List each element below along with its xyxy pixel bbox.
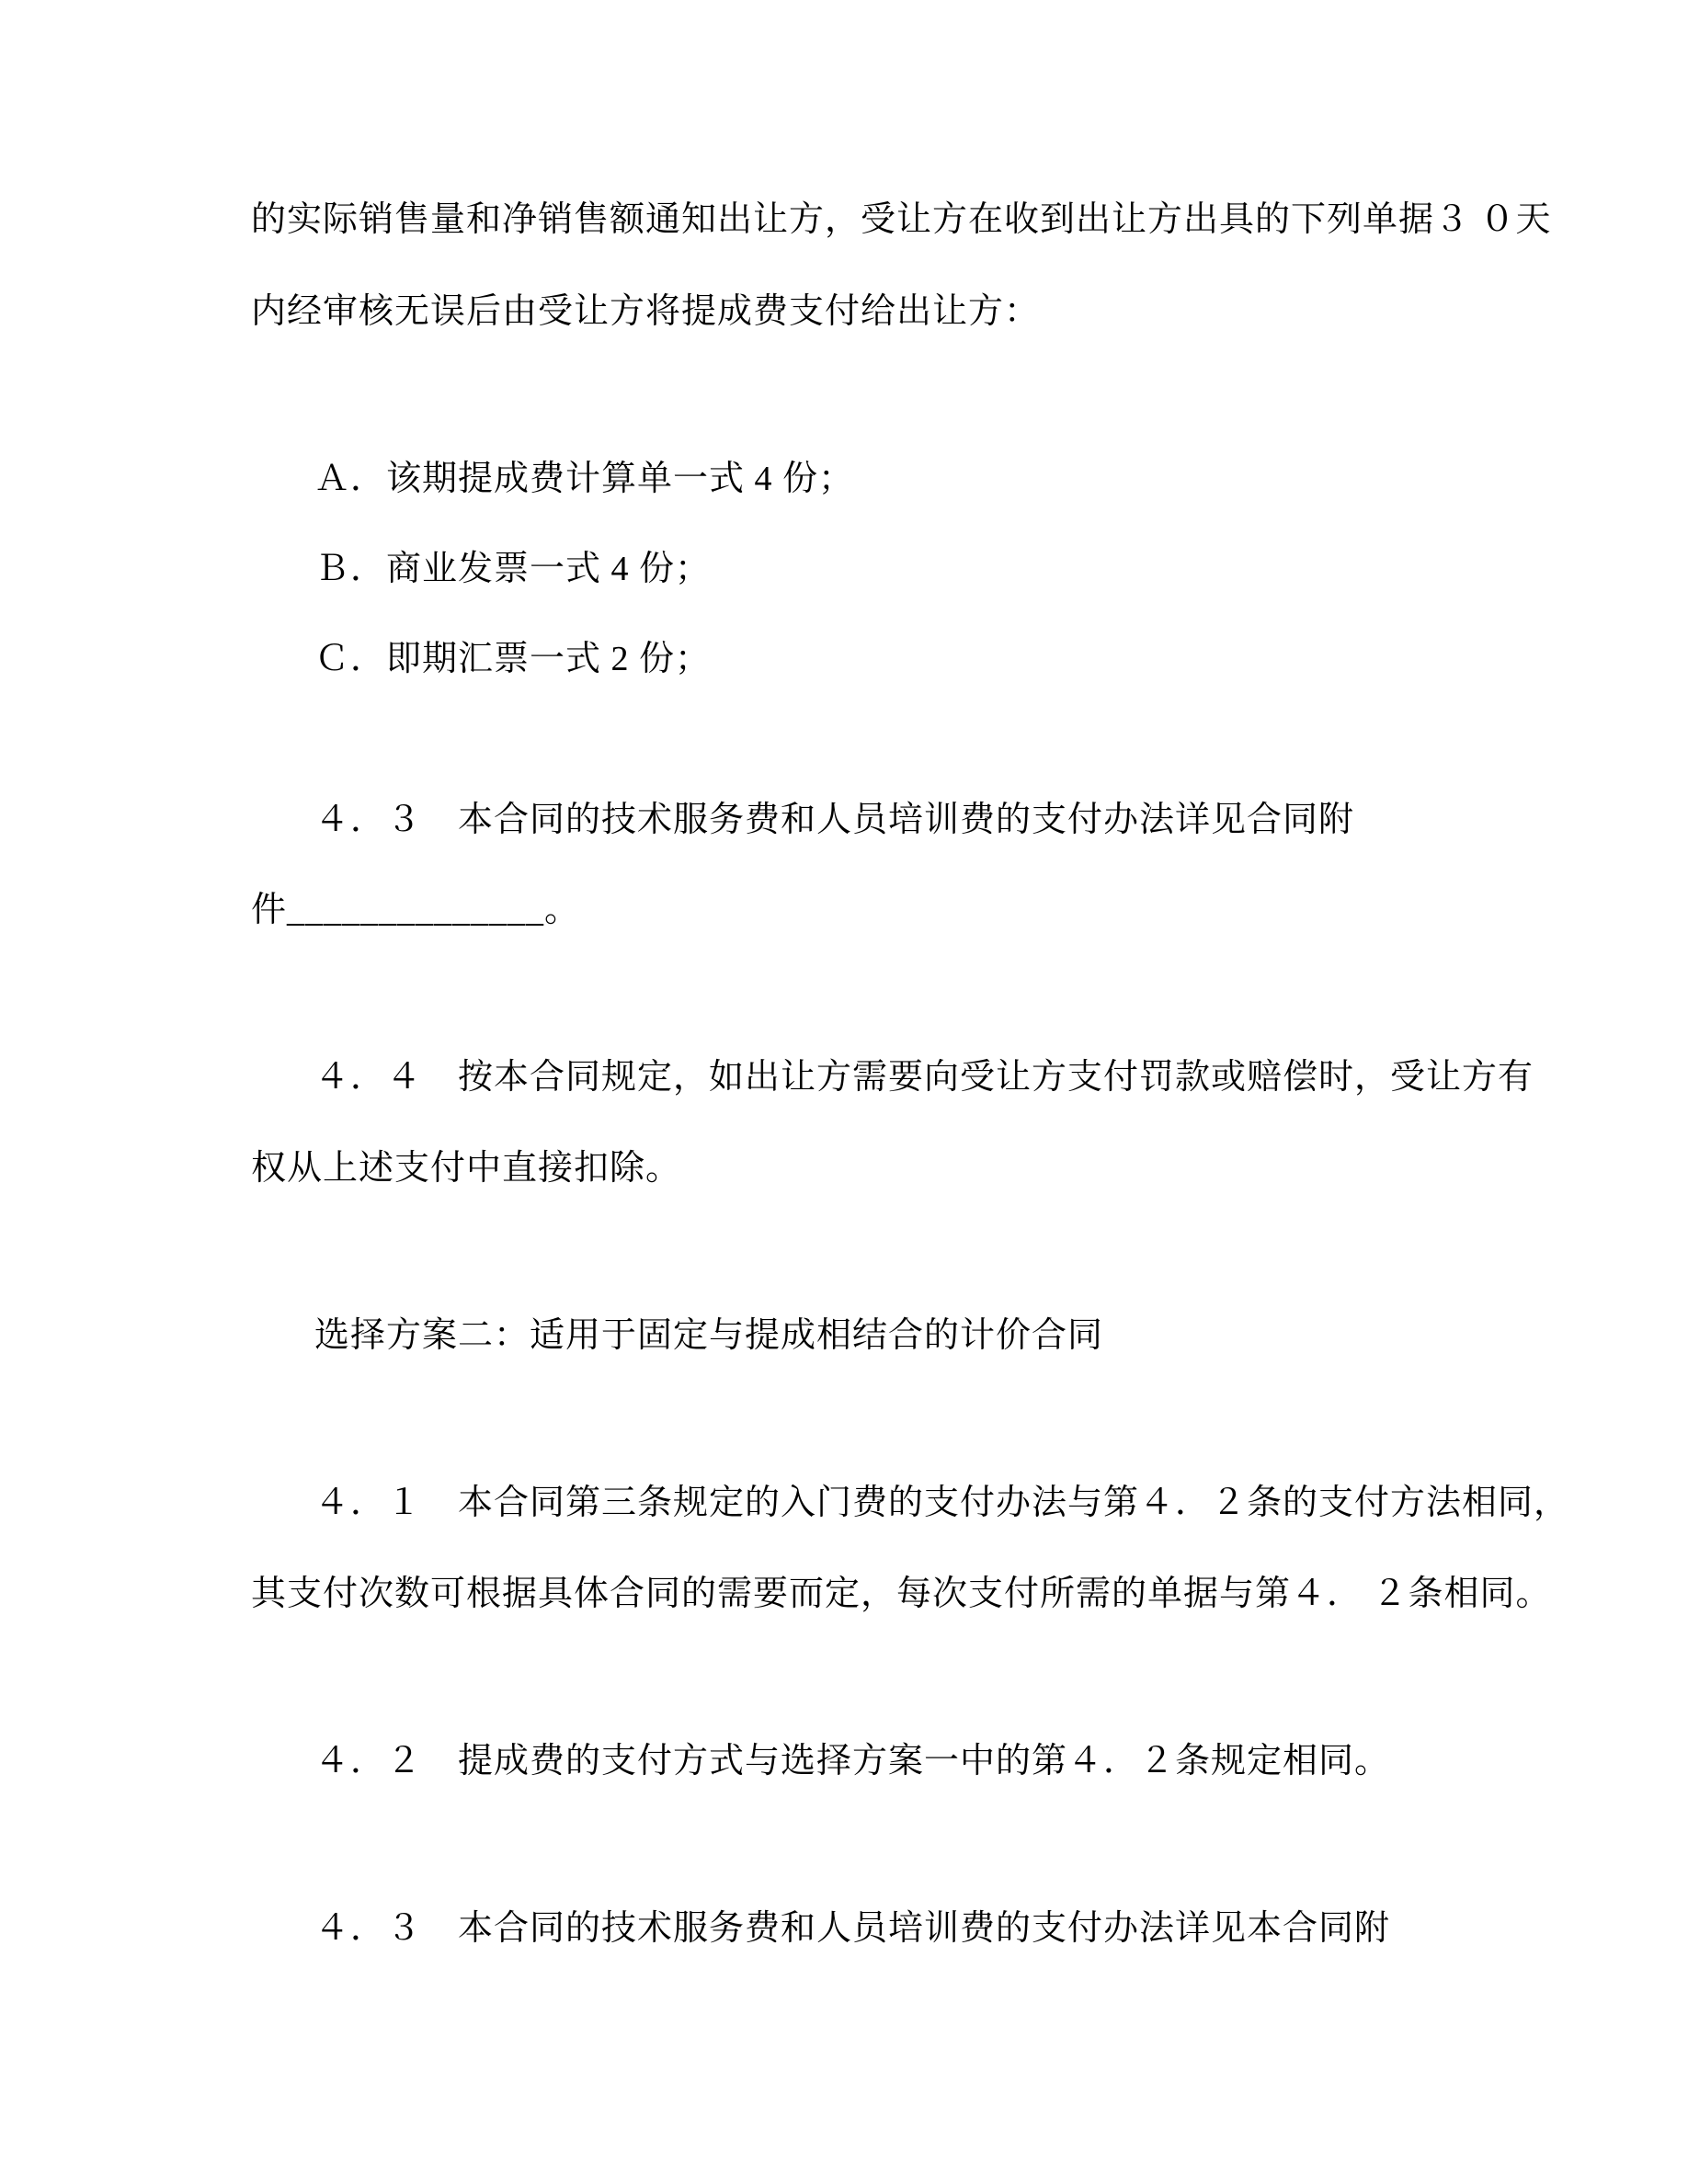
document-line: 其支付次数可根据具体合同的需要而定，每次支付所需的单据与第４． ２条相同。 [251, 1575, 1552, 1613]
document-list-item-c: Ｃ．即期汇票一式 2 份； [314, 640, 712, 678]
document-blank-fill-line: 件______________。 [251, 891, 581, 929]
document-clause-4-3-line: ４．３ 本合同的技术服务费和人员培训费的支付办法详见合同附 [314, 801, 1355, 839]
document-clause-4-1-line: ４．１ 本合同第三条规定的入门费的支付办法与第４．２条的支付方法相同， [314, 1484, 1570, 1522]
document-line: 权从上述支付中直接扣除。 [251, 1149, 682, 1188]
document-clause-4-4-line: ４．４ 按本合同规定，如出让方需要向受让方支付罚款或赔偿时，受让方有 [314, 1058, 1534, 1097]
document-plan-two-heading: 选择方案二：适用于固定与提成相结合的计价合同 [314, 1316, 1104, 1355]
document-clause-4-3b-line: ４．３ 本合同的技术服务费和人员培训费的支付办法详见本合同附 [314, 1909, 1391, 1948]
document-line: 的实际销售量和净销售额通知出让方，受让方在收到出让方出具的下列单据３ ０天 [251, 200, 1552, 239]
document-list-item-b: Ｂ．商业发票一式 4 份； [314, 550, 712, 588]
document-list-item-a: Ａ．该期提成费计算单一式 4 份； [314, 460, 855, 498]
document-clause-4-2-line: ４．２ 提成费的支付方式与选择方案一中的第４．２条规定相同。 [314, 1742, 1391, 1780]
document-line: 内经审核无误后由受让方将提成费支付给出让方： [251, 292, 1041, 331]
